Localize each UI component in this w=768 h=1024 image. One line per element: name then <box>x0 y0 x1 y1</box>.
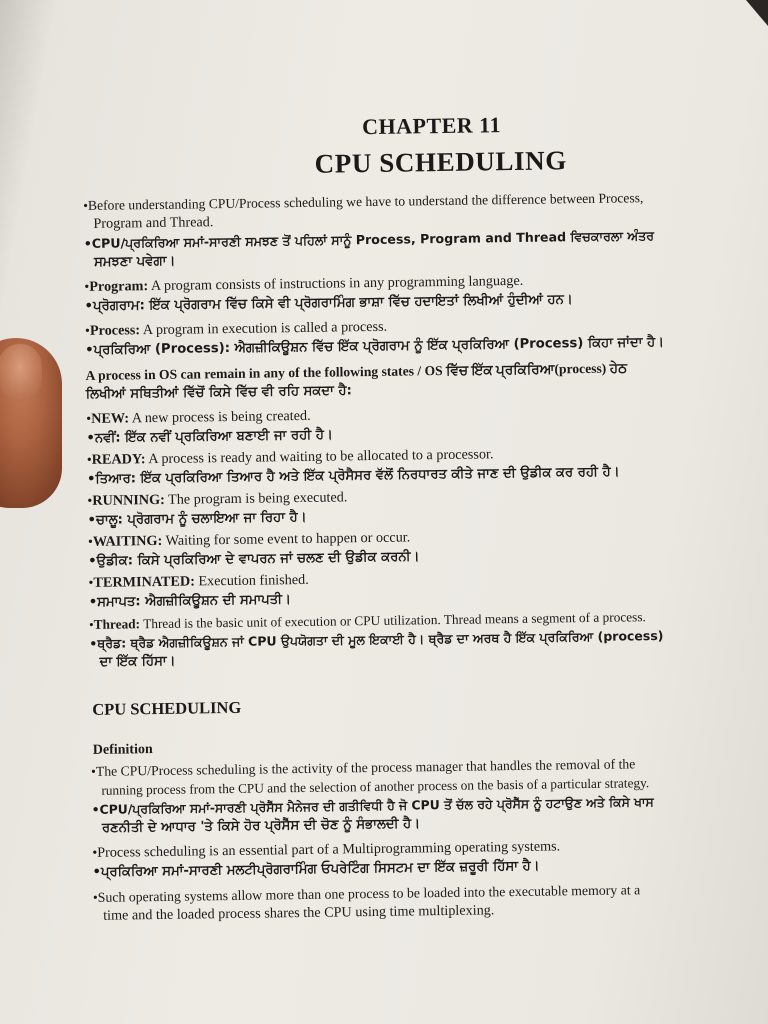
definition-3 <box>93 878 768 926</box>
thread-item <box>89 605 768 672</box>
states-intro <box>85 356 768 404</box>
terminated-label: TERMINATED: <box>93 573 195 591</box>
definition-2 <box>92 834 768 882</box>
states-line2: ਲਿਖੀਆਂ ਸਥਿਤੀਆਂ ਵਿੱਚੋਂ ਕਿਸੇ ਵਿੱਚ ਵੀ ਰਹਿ ਸਕਦਾ ਹੈ: <box>85 383 352 402</box>
new-text: A new process is being created. <box>131 407 311 427</box>
program-text: A program consists of instructions in any programming language. <box>150 272 524 295</box>
intro-en-line2: Program and Thread. <box>93 214 214 232</box>
definition-heading: Definition <box>92 742 153 758</box>
thread-pa-line1: • ਥ੍ਰੈਡ: ਥ੍ਰੈਡ ਐਗਜ਼ੀਕਿਊਸ਼ਨ ਜਾਂ CPU ਉਪਯੋਗਤਾ ਦੀ ਮੂਲ ਇਕਾਈ ਹੈ। ਥ੍ਰੈਡ ਦਾ ਅਰਥ ਹੈ ਇੱਕ ਪ੍ਰਕਿਰਿਆ (process) <box>89 624 768 653</box>
new-pa: • ਨਵੀਂ: ਇੱਕ ਨਵੀਂ ਪ੍ਰਕਿਰਿਆ ਬਣਾਈ ਜਾ ਰਹੀ ਹੈ। <box>86 419 768 448</box>
state-running <box>87 482 768 530</box>
program-label: Program: <box>89 278 149 295</box>
process-label: Process: <box>89 322 141 339</box>
ready-text: A process is ready and waiting to be allocated to a processor. <box>148 446 494 468</box>
running-text: The program is being executed. <box>168 489 348 508</box>
intro-pa-line1: • CPU/ਪ੍ਰਕਿਰਿਆ ਸਮਾਂ-ਸਾਰਣੀ ਸਮਝਣ ਤੋਂ ਪਹਿਲਾਂ ਸਾਨੂੰ Process, Program and Thread ਵਿਚਕਾਰਲਾ ਅੰਤਰ <box>84 224 768 253</box>
intro-pa-line2: ਸਮਝਣਾ ਪਵੇਗਾ। <box>93 253 176 270</box>
process-pa: • ਪ੍ਰਕਿਰਿਆ (Process): ਐਗਜ਼ੀਕਿਊਸ਼ਨ ਵਿੱਚ ਇੱਕ ਪ੍ਰੋਗਰਾਮ ਨੂੰ ਇੱਕ ਪ੍ਰਕਿਰਿਆ (Process) ਕਿਹਾ ਜਾਂਦਾ ਹੈ। <box>85 331 768 360</box>
chapter-title: CPU SCHEDULING <box>314 145 568 179</box>
def2-en: • Process scheduling is an essential part of a Multiprogramming operating systems. <box>92 834 768 863</box>
intro-en-line1: • Before understanding CPU/Process scheduling we have to understand the difference between Process, <box>83 186 768 215</box>
terminated-pa: • ਸਮਾਪਤ: ਐਗਜ਼ੀਕਿਊਸ਼ਨ ਦੀ ਸਮਾਪਤੀ। <box>89 583 768 612</box>
waiting-pa: • ਉਡੀਕ: ਕਿਸੇ ਪ੍ਰਕਿਰਿਆ ਦੇ ਵਾਪਰਨ ਜਾਂ ਚਲਣ ਦੀ ਉਡੀਕ ਕਰਨੀ। <box>88 542 768 571</box>
def1-pa-line2: ਰਣਨੀਤੀ ਦੇ ਆਧਾਰ 'ਤੇ ਕਿਸੇ ਹੋਰ ਪ੍ਰੋਸੈੱਸ ਦੀ ਚੋਣ ਨੂੰ ਸੰਭਾਲਦੀ ਹੈ। <box>101 816 421 836</box>
thread-label: Thread: <box>93 616 141 632</box>
program-pa: • ਪ੍ਰੋਗਰਾਮ: ਇੱਕ ਪ੍ਰੋਗਰਾਮ ਵਿੱਚ ਕਿਸੇ ਵੀ ਪ੍ਰੋਗਰਾਮਿੰਗ ਭਾਸ਼ਾ ਵਿੱਚ ਹਦਾਇਤਾਂ ਲਿਖੀਆਂ ਹੁੰਦੀਆਂ ਹਨ। <box>84 287 768 316</box>
ready-pa: • ਤਿਆਰ: ਇੱਕ ਪ੍ਰਕਿਰਿਆ ਤਿਆਰ ਹੈ ਅਤੇ ਇੱਕ ਪ੍ਰੋਸੈਸਰ ਵੱਲੋਂ ਨਿਰਧਾਰਤ ਕੀਤੇ ਜਾਣ ਦੀ ਉਡੀਕ ਕਰ ਰਹੀ ਹੈ। <box>87 460 768 489</box>
intro-block <box>83 186 768 272</box>
running-label: RUNNING: <box>92 491 165 509</box>
section-heading: CPU SCHEDULING <box>92 697 242 719</box>
chapter-number: CHAPTER 11 <box>361 112 502 140</box>
state-new <box>86 400 768 448</box>
terminated-text: Execution finished. <box>198 571 309 590</box>
def3-en-line2: time and the loaded process shares the CPU using time multiplexing. <box>103 902 495 924</box>
def3-en-line1: • Such operating systems allow more than one process to be loaded into the executable memory at a <box>93 878 768 907</box>
program-item <box>84 268 768 316</box>
thumb-nail <box>0 344 42 402</box>
process-text: A program in execution is called a process. <box>142 318 388 339</box>
thread-text: Thread is the basic unit of execution or CPU utilization. Thread means a segment of a process. <box>143 609 646 632</box>
thread-pa-line2: ਦਾ ਇੱਕ ਹਿੱਸਾ। <box>99 653 176 670</box>
state-terminated <box>88 564 768 612</box>
def2-pa: • ਪ੍ਰਕਿਰਿਆ ਸਮਾਂ-ਸਾਰਣੀ ਮਲਟੀਪ੍ਰੋਗਰਾਮਿੰਗ ਓਪਰੇਟਿੰਗ ਸਿਸਟਮ ਦਾ ਇੱਕ ਜ਼ਰੂਰੀ ਹਿੱਸਾ ਹੈ। <box>92 853 768 882</box>
holding-thumb <box>0 338 62 508</box>
page-content <box>82 108 768 932</box>
running-pa: • ਚਾਲੂ: ਪ੍ਰੋਗਰਾਮ ਨੂੰ ਚਲਾਇਆ ਜਾ ਰਿਹਾ ਹੈ। <box>87 501 768 530</box>
def1-en-line1: • The CPU/Process scheduling is the activity of the process manager that handles the removal of the <box>91 752 768 781</box>
new-label: NEW: <box>91 410 130 427</box>
state-ready <box>87 441 768 489</box>
waiting-text: Waiting for some event to happen or occur. <box>165 529 411 549</box>
def1-en-line2: running process from the CPU and the selection of another process on the basis of a particular strategy. <box>101 775 650 798</box>
definition-1 <box>91 752 768 838</box>
process-item <box>85 312 768 360</box>
state-waiting <box>88 523 768 571</box>
page-corner <box>746 0 768 26</box>
states-line1: A process in OS can remain in any of the following states / OS ਵਿੱਚ ਇੱਕ ਪ੍ਰਕਿਰਿਆ(process) ਹੇਠ <box>85 360 628 383</box>
ready-label: READY: <box>91 451 146 468</box>
waiting-label: WAITING: <box>92 532 163 550</box>
def1-pa-line1: • CPU/ਪ੍ਰਕਿਰਿਆ ਸਮਾਂ-ਸਾਰਣੀ ਪ੍ਰੋਸੈੱਸ ਮੈਨੇਜਰ ਦੀ ਗਤੀਵਿਧੀ ਹੈ ਜੋ CPU ਤੋਂ ਚੱਲ ਰਹੇ ਪ੍ਰੋਸੈੱਸ ਨੂੰ ਹਟਾਉਣ ਅਤੇ ਕਿਸੇ ਖਾਸ <box>92 790 768 819</box>
